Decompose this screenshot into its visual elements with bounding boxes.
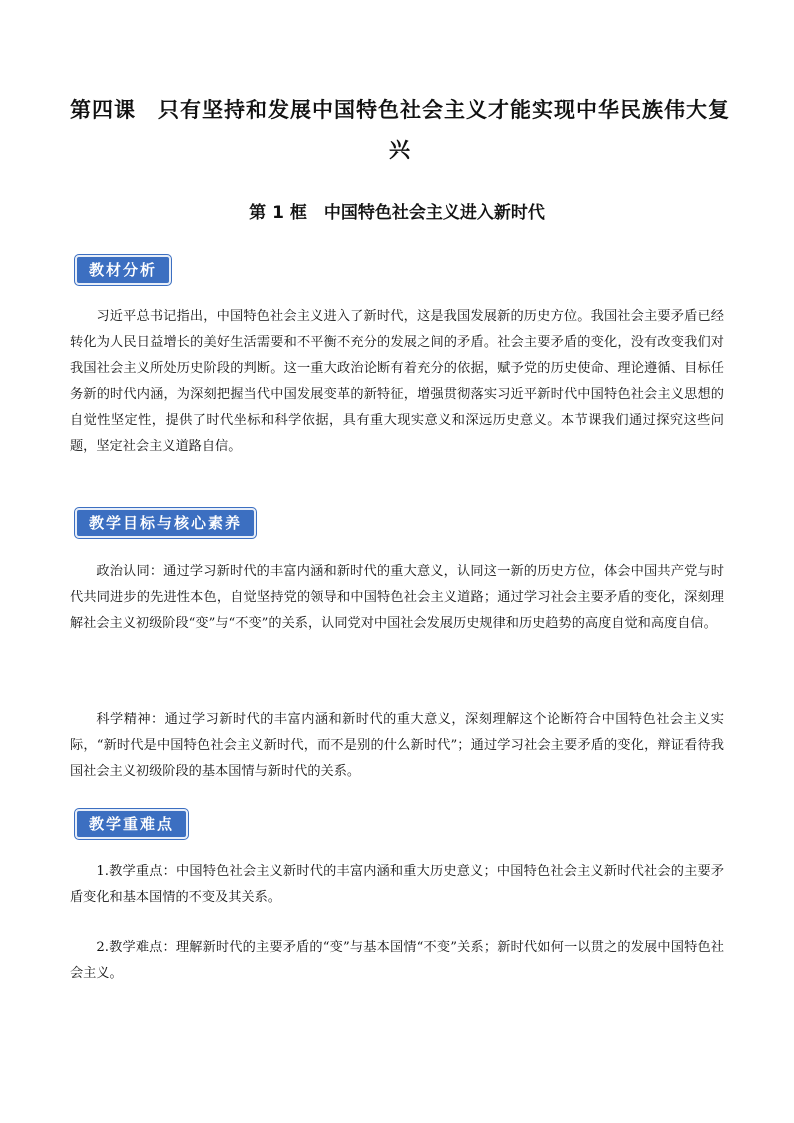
lesson-title-line2: 兴 <box>389 138 411 162</box>
goals-paragraph-science: 科学精神：通过学习新时代的丰富内涵和新时代的重大意义，深刻理解这个论断符合中国特色社会主义实际，“新时代是中国特色社会主义新时代，而不是别的什么新时代”；通过学习社会主要矛盾的变化，辩证看待我国社会主义初级阶段的基本国情与新时代的关系。 <box>70 712 724 779</box>
lesson-title <box>70 90 730 170</box>
analysis-paragraph: 习近平总书记指出，中国特色社会主义进入了新时代，这是我国发展新的历史方位。我国社会主要矛盾已经转化为人民日益增长的美好生活需要和不平衡不充分的发展之间的矛盾。社会主要矛盾的变化，没有改变我们对我国社会主义所处历史阶段的判断。这一重大政治论断有着充分的依据，赋予党的历史使命、理论遵循、目标任务新的时代内涵，为深刻把握当代中国发展变革的新特征，增强贯彻落实习近平新时代中国特色社会主义思想的自觉性坚定性，提供了时代坐标和科学依据，具有重大现实意义和深远历史意义。本节课我们通过探究这些问题，坚定社会主义道路自信。 <box>70 309 724 454</box>
lesson-title-line1: 第四课 只有坚持和发展中国特色社会主义才能实现中华民族伟大复 <box>70 98 730 122</box>
section-heading-goals: 教学目标与核心素养 <box>75 508 256 538</box>
goals-paragraph-political: 政治认同：通过学习新时代的丰富内涵和新时代的重大意义，认同这一新的历史方位，体会中国共产党与时代共同进步的先进性本色，自觉坚持党的领导和中国特色社会主义道路；通过学习社会主要矛盾的变化，深刻理解社会主义初级阶段“变”与“不变”的关系，认同党对中国社会发展历史规律和历史趋势的高度自觉和高度自信。 <box>70 564 724 631</box>
section-heading-key-points: 教学重难点 <box>75 809 188 839</box>
frame-title: 第 1 框 中国特色社会主义进入新时代 <box>249 203 545 223</box>
key-points-focus: 1.教学重点：中国特色社会主义新时代的丰富内涵和重大历史意义；中国特色社会主义新时代社会的主要矛盾变化和基本国情的不变及其关系。 <box>70 864 724 905</box>
key-points-difficulty: 2.教学难点：理解新时代的主要矛盾的“变”与基本国情“不变”关系；新时代如何一以贯之的发展中国特色社会主义。 <box>70 940 724 981</box>
section-heading-analysis: 教材分析 <box>75 255 171 285</box>
